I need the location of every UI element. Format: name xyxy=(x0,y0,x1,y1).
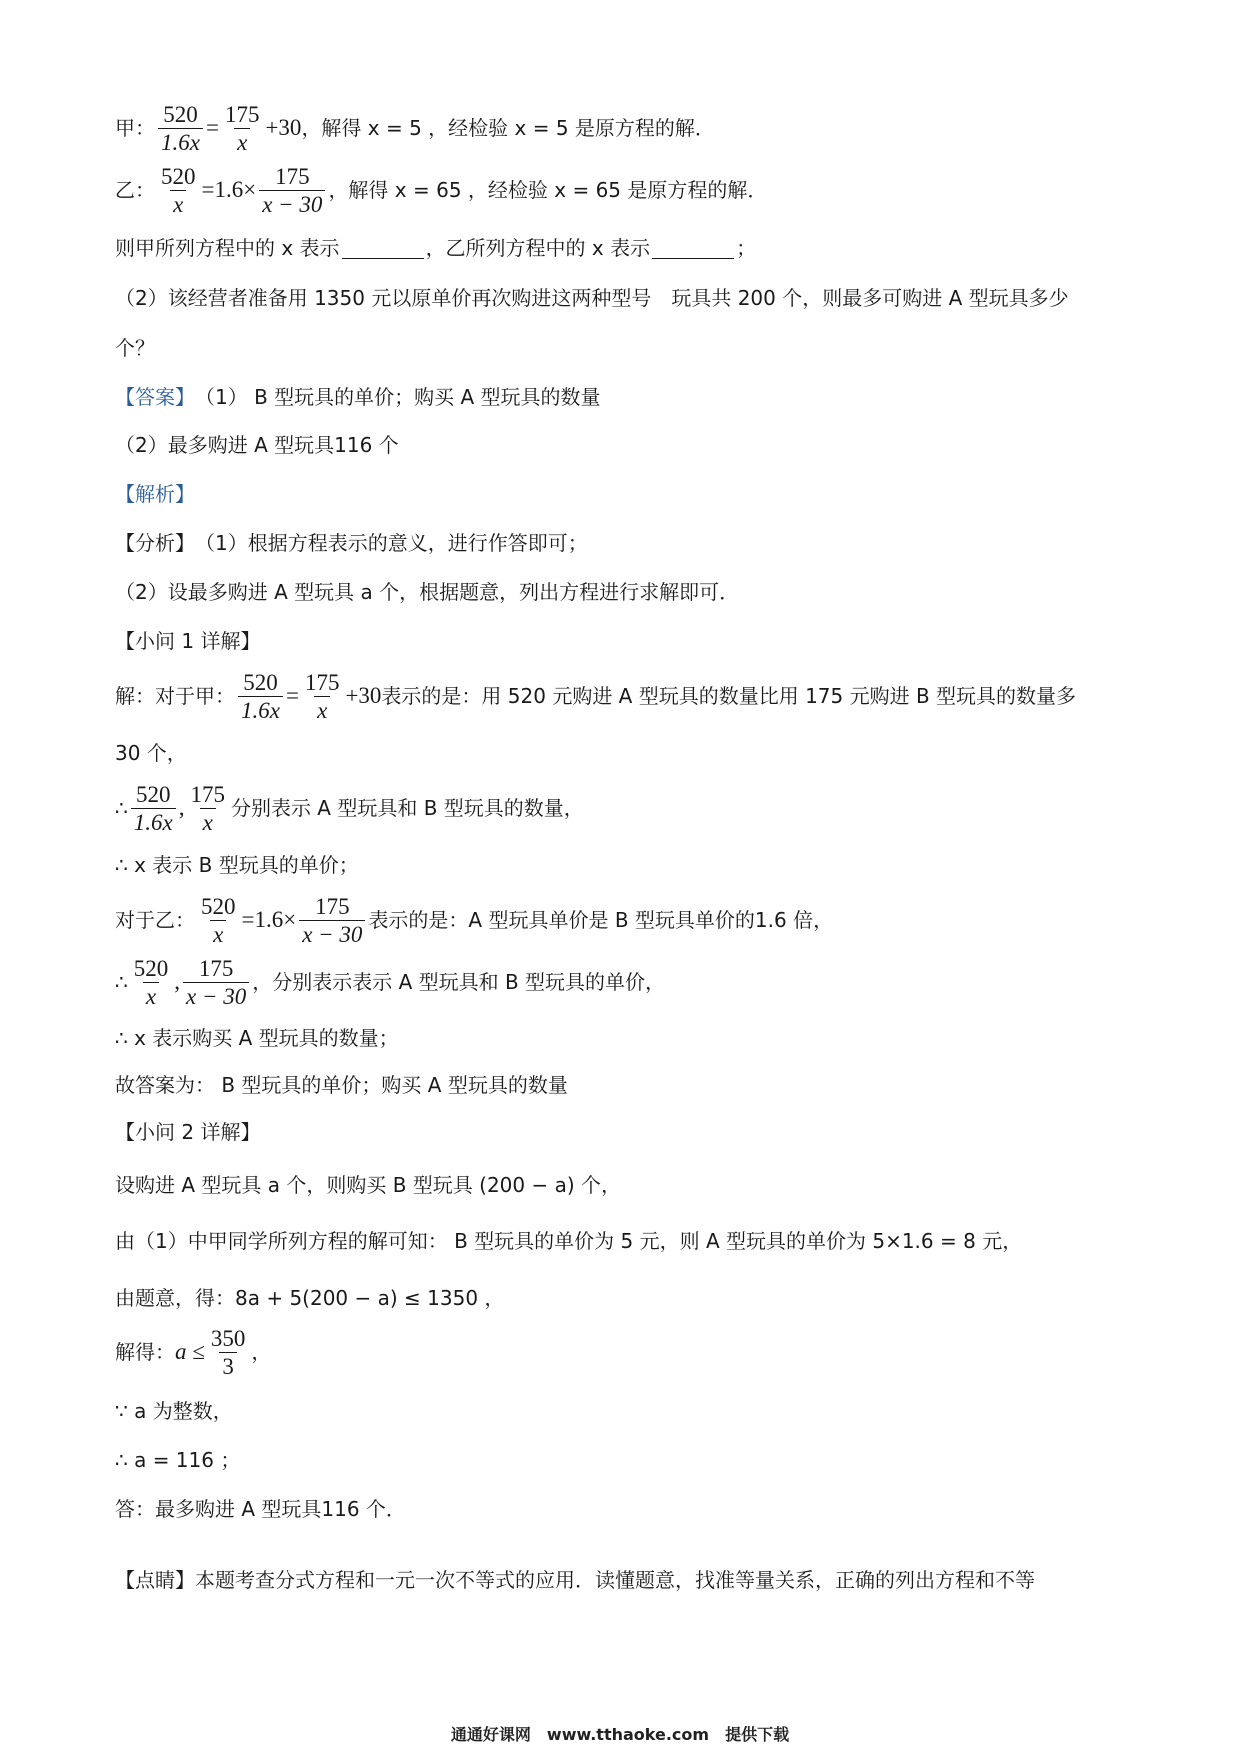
fraction: $\frac{175}{x - 30}$ xyxy=(259,163,325,218)
fenxi-tag: 【分析】 xyxy=(115,531,195,555)
detail2-line-3: 由题意，得：8a + 5(200 − a) ≤ 1350 ， xyxy=(115,1286,505,1310)
detail1-tag: 【小问 1 详解】 xyxy=(115,629,261,653)
yi-equation-line: 乙： $\frac{520}{x}$ =1.6× $\frac{175}{x - 30}$ ，解得 x = 65 ，经检验 x = 65 是原方程的解． xyxy=(115,163,768,217)
question-line: 则甲所列方程中的 x 表示 ，乙所列方程中的 x 表示 ； xyxy=(115,236,757,260)
detail2-line-7: 答：最多购进 A 型玩具116 个． xyxy=(115,1497,406,1521)
fraction: $\frac{520}{x}$ xyxy=(201,893,236,947)
yi-label: 乙： xyxy=(115,178,155,202)
detail1-line-5: 对于乙： $\frac{520}{x}$ =1.6× $\frac{175}{x - 30}$ 表示的是：A 型玩具单价是 B 型玩具单价的1.6 倍， xyxy=(115,893,834,947)
detail1-line-2: 30 个， xyxy=(115,741,187,765)
dianjing-line: 【点睛】 本题考查分式方程和一元一次不等式的应用．读懂题意，找准等量关系，正确的列出方程和不等 xyxy=(115,1565,1130,1595)
detail2-line-1: 设购进 A 型玩具 a 个，则购买 B 型玩具 (200 − a) 个， xyxy=(115,1173,622,1197)
fraction: $\frac{350}{3}$ xyxy=(210,1325,246,1379)
analysis-tag: 【解析】 xyxy=(115,482,195,506)
fraction: $\frac{175}{x}$ xyxy=(304,669,340,723)
detail1-line-3: ∴ $\frac{520}{1.6x}$ , $\frac{175}{x}$ 分别表示 A 型玩具和 B 型玩具的数量， xyxy=(115,781,584,835)
fraction: $\frac{520}{x}$ xyxy=(161,163,196,217)
jia-label: 甲： xyxy=(115,116,155,140)
detail2-line-4: 解得： a ≤ $\frac{350}{3}$ ， xyxy=(115,1325,272,1379)
fraction: $\frac{175}{x}$ xyxy=(224,101,260,155)
dianjing-tag: 【点睛】 xyxy=(115,1568,195,1592)
yi-solution-text: ，解得 x = 65 ，经检验 x = 65 是原方程的解． xyxy=(328,178,768,202)
footer-watermark: 通通好课网 www.tthaoke.com 提供下载 xyxy=(450,1725,790,1744)
fenxi-line-2: （2）设最多购进 A 型玩具 a 个，根据题意，列出方程进行求解即可． xyxy=(115,580,740,604)
detail2-tag: 【小问 2 详解】 xyxy=(115,1120,261,1144)
detail1-line-6: ∴ $\frac{520}{x}$ , $\frac{175}{x - 30}$ ，分别表示表示 A 型玩具和 B 型玩具的单价， xyxy=(115,955,666,1009)
detail1-line-1: 解：对于甲： $\frac{520}{1.6x}$ = $\frac{175}{x}$ +30 表示的是：用 520 元购进 A 型玩具的数量比用 175 元购进 B 型玩具的数量多 xyxy=(115,669,1077,723)
q2-line-2: 个？ xyxy=(115,336,155,360)
detail2-line-2: 由（1）中甲同学所列方程的解可知： B 型玩具的单价为 5 元，则 A 型玩具的单价为 5×1.6 = 8 元， xyxy=(115,1229,1023,1253)
answer-blank xyxy=(652,238,734,259)
q2-line-1: （2）该经营者准备用 1350 元以原单价再次购进这两种型号 玩具共 200 个，则最多可购进 A 型玩具多少 xyxy=(115,286,1069,310)
fraction: $\frac{520}{x}$ xyxy=(133,955,169,1009)
detail2-line-6: ∴ a = 116 ； xyxy=(115,1448,241,1472)
fraction: $\frac{175}{x}$ xyxy=(190,781,225,835)
fraction: $\frac{520}{1.6x}$ xyxy=(131,781,176,836)
detail1-line-4: ∴ x 表示 B 型玩具的单价； xyxy=(115,853,359,877)
fenxi-line-1: 【分析】 （1）根据方程表示的意义，进行作答即可； xyxy=(115,528,1130,558)
answer-line-1: 【答案】 （1） B 型玩具的单价；购买 A 型玩具的数量 xyxy=(115,382,1130,412)
fraction: $\frac{175}{x - 30}$ xyxy=(183,955,249,1010)
detail1-line-8: 故答案为： B 型玩具的单价；购买 A 型玩具的数量 xyxy=(115,1073,568,1097)
detail2-line-5: ∵ a 为整数， xyxy=(115,1399,233,1423)
answer-blank xyxy=(342,238,424,259)
answer-tag: 【答案】 xyxy=(115,385,195,409)
answer-line-2: （2）最多购进 A 型玩具116 个 xyxy=(115,433,399,457)
fraction: $\frac{520}{1.6x}$ xyxy=(238,669,283,724)
detail1-line-7: ∴ x 表示购买 A 型玩具的数量； xyxy=(115,1026,399,1050)
fraction: $\frac{520}{1.6x}$ xyxy=(158,101,203,156)
jia-solution-text: ，解得 x = 5 ，经检验 x = 5 是原方程的解． xyxy=(301,116,715,140)
fraction: $\frac{175}{x - 30}$ xyxy=(299,893,365,948)
jia-equation-line: 甲： $\frac{520}{1.6x}$ = $\frac{175}{x}$ +30 ，解得 x = 5 ，经检验 x = 5 是原方程的解． xyxy=(115,101,715,155)
